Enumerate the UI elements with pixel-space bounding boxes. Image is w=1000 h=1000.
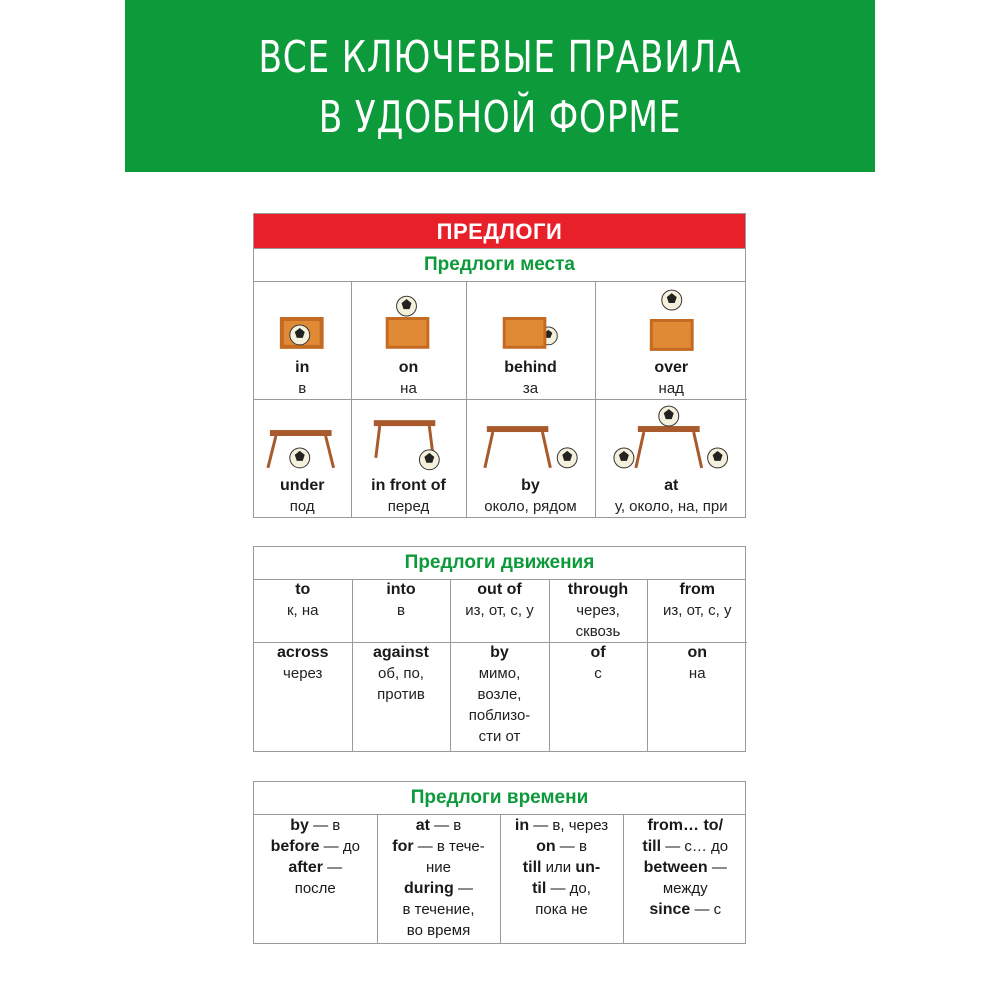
prepositions-heading: ПРЕДЛОГИ xyxy=(254,214,745,248)
time-cell-1 xyxy=(254,815,377,943)
movement-cell-against xyxy=(352,643,450,752)
movement-ru-through-1: через, xyxy=(576,602,620,619)
place-grid xyxy=(254,282,747,517)
time-en-after: after xyxy=(288,859,323,876)
ball-over-box-icon xyxy=(596,282,748,358)
movement-cell-out-of xyxy=(450,580,549,643)
movement-en-through: through xyxy=(567,581,629,598)
time-ru-until-2: пока не xyxy=(535,901,588,918)
time-en-before: before xyxy=(270,838,320,855)
time-en-in: in xyxy=(514,817,530,834)
header-banner xyxy=(125,0,875,172)
time-section-title: Предлоги времени xyxy=(254,782,745,815)
time-ru-between: между xyxy=(662,880,708,897)
ball-under-table-icon xyxy=(254,400,351,476)
time-ru-from-to: — с… до xyxy=(661,838,729,855)
movement-en-by: by xyxy=(490,644,509,661)
time-en-between: between xyxy=(643,859,708,876)
movement-section-title: Предлоги движения xyxy=(254,547,745,580)
place-ru-in: в xyxy=(298,380,307,397)
time-en-until-1: un- xyxy=(575,859,601,876)
place-ru-under: под xyxy=(289,498,315,515)
place-ru-at: у, около, на, при xyxy=(614,498,728,515)
ball-in-box-icon xyxy=(254,282,351,358)
time-ru-for-2: ние xyxy=(425,859,451,876)
movement-en-across: across xyxy=(276,644,329,661)
time-ru-after: после xyxy=(294,880,336,897)
time-ru-at: — в xyxy=(429,817,462,834)
movement-ru-of: с xyxy=(594,665,602,682)
ball-behind-box-icon xyxy=(467,282,595,358)
place-cell-in xyxy=(254,282,351,400)
movement-en-of: of xyxy=(590,644,606,661)
movement-ru-by-2: возле, xyxy=(477,686,522,703)
movement-prepositions-panel xyxy=(253,546,746,752)
movement-cell-to xyxy=(254,580,352,643)
time-en-since: since xyxy=(649,901,691,918)
movement-en-to: to xyxy=(295,581,311,598)
time-ru-since: — с xyxy=(690,901,722,918)
time-en-during: during xyxy=(404,880,454,897)
time-en-at: at xyxy=(415,817,430,834)
time-cell-3 xyxy=(500,815,623,943)
place-en-in-front-of: in front of xyxy=(371,477,446,494)
time-ru-before: — до xyxy=(319,838,360,855)
balls-at-table-icon xyxy=(596,400,748,476)
movement-ru-from: из, от, с, у xyxy=(663,602,732,619)
time-dash-during: — xyxy=(453,880,473,897)
time-en-till-2: till xyxy=(642,838,662,855)
time-ru-during-1: в течение, xyxy=(402,901,475,918)
time-en-until-2: til xyxy=(532,880,547,897)
place-cell-on xyxy=(351,282,466,400)
time-ru-in: — в, через xyxy=(529,817,609,834)
movement-cell-into xyxy=(352,580,450,643)
movement-en-against: against xyxy=(372,644,429,661)
place-section-title: Предлоги места xyxy=(254,248,745,282)
movement-cell-through xyxy=(549,580,647,643)
movement-ru-through-2: сквозь xyxy=(575,623,621,640)
movement-ru-out-of: из, от, с, у xyxy=(465,602,534,619)
ball-in-front-of-table-icon xyxy=(352,400,466,476)
movement-cell-on xyxy=(647,643,747,752)
place-cell-at xyxy=(595,400,747,518)
time-ru-until: — до, xyxy=(546,880,591,897)
movement-cell-from xyxy=(647,580,747,643)
time-en-for: for xyxy=(392,838,414,855)
movement-cell-of xyxy=(549,643,647,752)
place-cell-over xyxy=(595,282,747,400)
time-en-on: on xyxy=(536,838,556,855)
movement-ru-by-1: мимо, xyxy=(478,665,521,682)
place-en-at: at xyxy=(664,477,679,494)
movement-en-into: into xyxy=(386,581,416,598)
place-en-by: by xyxy=(521,477,540,494)
time-ru-on: — в xyxy=(555,838,587,855)
time-dash-after: — xyxy=(323,859,343,876)
movement-ru-on: на xyxy=(688,665,706,682)
time-cell-4 xyxy=(623,815,747,943)
time-grid xyxy=(254,815,747,943)
time-ru-by: — в xyxy=(308,817,341,834)
movement-ru-against-2: против xyxy=(377,686,425,703)
movement-en-on: on xyxy=(687,644,708,661)
place-cell-by xyxy=(466,400,595,518)
movement-cell-across xyxy=(254,643,352,752)
place-en-behind: behind xyxy=(504,359,557,376)
time-ru-during-2: во время xyxy=(406,922,471,939)
movement-ru-across: через xyxy=(283,665,323,682)
movement-en-out-of: out of xyxy=(477,581,522,598)
place-cell-behind xyxy=(466,282,595,400)
place-ru-behind: за xyxy=(522,380,539,397)
place-en-on: on xyxy=(398,359,419,376)
place-prepositions-panel xyxy=(253,213,746,518)
banner-title-line-1: ВСЕ КЛЮЧЕВЫЕ ПРАВИЛА xyxy=(258,32,742,83)
place-ru-on: на xyxy=(400,380,417,397)
time-en-from-to: from… to/ xyxy=(647,817,724,834)
movement-grid xyxy=(254,580,747,751)
movement-ru-against-1: об, по, xyxy=(378,665,424,682)
ball-by-table-icon xyxy=(467,400,595,476)
movement-ru-by-3: поблизо- xyxy=(468,707,531,724)
place-cell-under xyxy=(254,400,351,518)
time-en-till: till xyxy=(522,859,542,876)
time-cell-2 xyxy=(377,815,500,943)
place-ru-in-front-of: перед xyxy=(387,498,430,515)
movement-ru-into: в xyxy=(397,602,405,619)
place-en-in: in xyxy=(295,359,310,376)
place-en-under: under xyxy=(280,477,325,494)
time-ru-for: — в тече- xyxy=(413,838,485,855)
movement-en-from: from xyxy=(679,581,716,598)
place-ru-by: около, рядом xyxy=(484,498,577,515)
time-en-by: by xyxy=(290,817,309,834)
movement-ru-to: к, на xyxy=(286,602,319,619)
place-en-over: over xyxy=(654,359,689,376)
place-cell-in-front-of xyxy=(351,400,466,518)
movement-cell-by xyxy=(450,643,549,752)
time-ru-or: или xyxy=(541,859,576,876)
place-ru-over: над xyxy=(658,380,684,397)
ball-on-box-icon xyxy=(352,282,466,358)
movement-ru-by-4: сти от xyxy=(478,728,521,745)
time-prepositions-panel xyxy=(253,781,746,944)
time-dash-between: — xyxy=(707,859,727,876)
banner-title-line-2: В УДОБНОЙ ФОРМЕ xyxy=(318,92,682,143)
